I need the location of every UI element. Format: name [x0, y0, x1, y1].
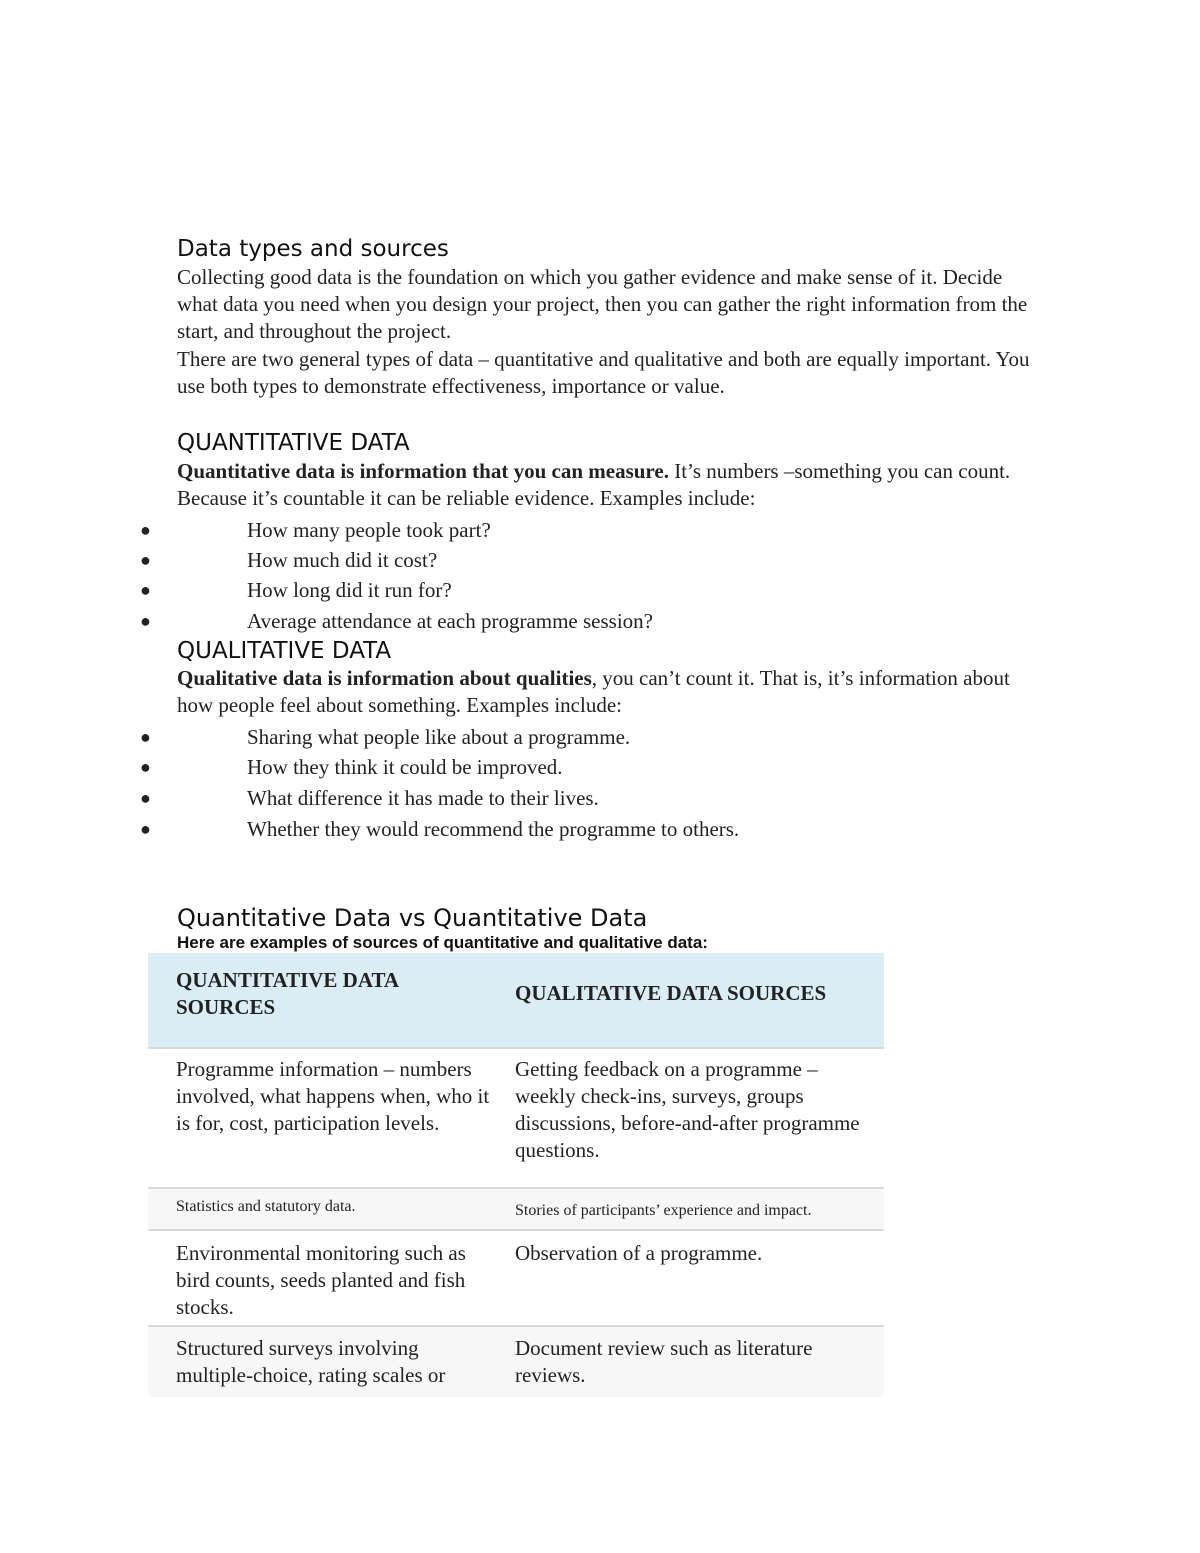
- intro-paragraph-1: Collecting good data is the foundation on which you gather evidence and make sense of it. Decide what data you need when you design your project, then you can gather the right information from the start, and throughout the project.: [177, 265, 1028, 343]
- bullet-icon: ●: [140, 788, 151, 808]
- table-row: [148, 1047, 884, 1189]
- bullet-icon: ●: [140, 757, 151, 777]
- list-item: ● How they think it could be improved.: [0, 752, 1000, 782]
- table-cell: Statistics and statutory data.: [176, 1198, 356, 1215]
- bullet-icon: ●: [140, 819, 151, 839]
- list-item: ● What difference it has made to their lives.: [0, 783, 1000, 813]
- table-row: [148, 1325, 884, 1397]
- table-cell: Environmental monitoring such as bird counts, seeds planted and fish stocks.: [176, 1241, 466, 1319]
- quantitative-lead-bold: Quantitative data is information that you can measure.: [177, 459, 669, 483]
- list-item: ● How much did it cost?: [0, 545, 1000, 575]
- qualitative-lead-bold: Qualitative data is information about qualities: [177, 666, 592, 690]
- table-cell: Getting feedback on a programme – weekly check-ins, surveys, groups discussions, before-and-after programme questions.: [515, 1057, 860, 1162]
- table-header-cell: QUANTITATIVE DATA SOURCES: [176, 968, 398, 1019]
- list-item: ● Sharing what people like about a programme.: [0, 722, 1000, 752]
- table-cell: Programme information – numbers involved, what happens when, who it is for, cost, participation levels.: [176, 1057, 490, 1135]
- bullet-icon: ●: [140, 580, 151, 600]
- qualitative-lead-rest: , you can’t count it. That is, it’s information about how people feel about something. Examples include:: [177, 666, 1010, 717]
- bullet-icon: ●: [140, 727, 151, 747]
- list-item: ● How long did it run for?: [0, 575, 1000, 605]
- intro-paragraph-2: There are two general types of data – quantitative and qualitative and both are equally important. You use both types to demonstrate effectiveness, importance or value.: [177, 347, 1030, 398]
- bullet-icon: ●: [140, 550, 151, 570]
- page-title: Data types and sources: [177, 236, 449, 262]
- comparison-subheading: Here are examples of sources of quantitative and qualitative data:: [177, 933, 708, 952]
- qualitative-heading: QUALITATIVE DATA: [177, 638, 392, 664]
- table-row: [148, 1229, 884, 1327]
- table-header-row: [148, 953, 884, 1047]
- list-item: ● How many people took part?: [0, 515, 1000, 545]
- table-row: [148, 1187, 884, 1231]
- table-cell: Observation of a programme.: [515, 1241, 763, 1265]
- table-cell: Structured surveys involving multiple-choice, rating scales or: [176, 1336, 446, 1387]
- bullet-icon: ●: [140, 611, 151, 631]
- quantitative-lead: [177, 458, 1037, 512]
- comparison-heading: Quantitative Data vs Quantitative Data: [177, 904, 648, 932]
- table-cell: Document review such as literature reviews.: [515, 1336, 813, 1387]
- list-item: ● Whether they would recommend the programme to others.: [0, 814, 1000, 844]
- list-item: ● Average attendance at each programme session?: [0, 606, 1000, 636]
- bullet-icon: ●: [140, 520, 151, 540]
- table-header-cell: QUALITATIVE DATA SOURCES: [515, 981, 827, 1005]
- qualitative-lead: [177, 665, 1037, 719]
- quantitative-heading: QUANTITATIVE DATA: [177, 430, 410, 456]
- quantitative-lead-rest: It’s numbers –something you can count. Because it’s countable it can be reliable evidence. Examples include:: [177, 459, 1011, 510]
- table-cell: Stories of participants’ experience and impact.: [515, 1202, 812, 1219]
